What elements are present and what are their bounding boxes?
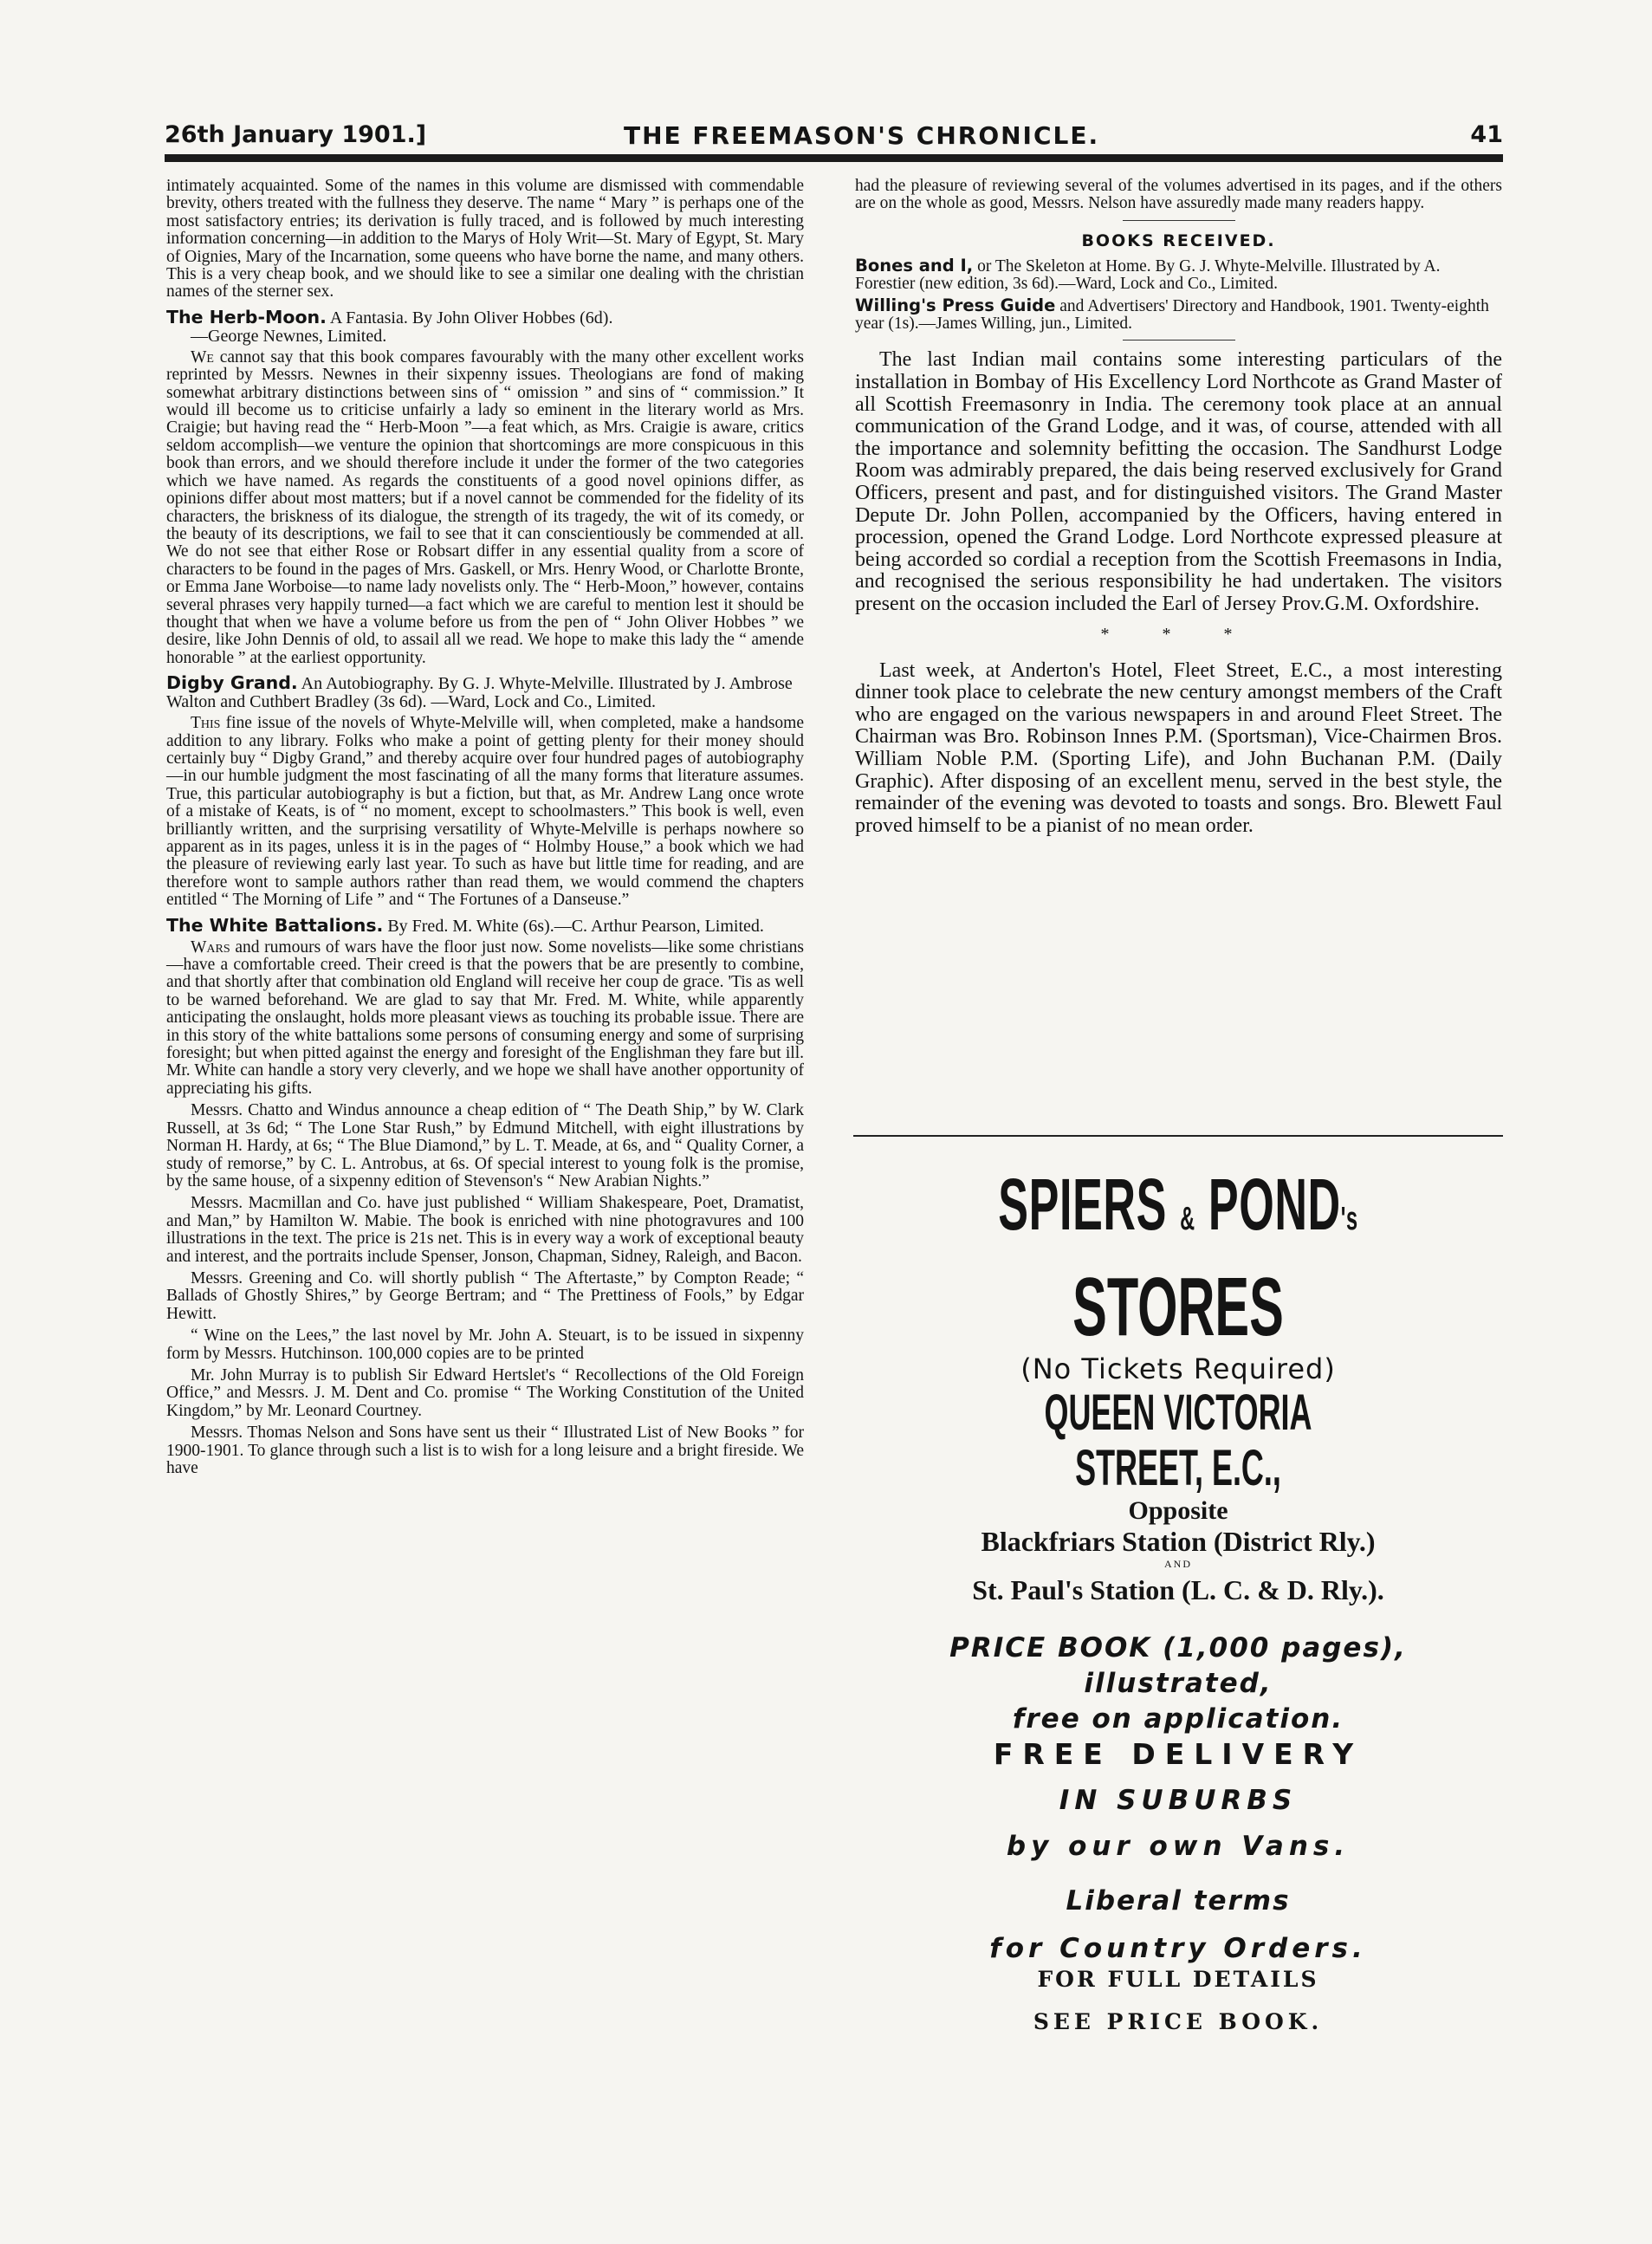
right-column bbox=[855, 178, 1502, 840]
news-greening: Messrs. Greening and Co. will shortly publish “ The Aftertaste,” by Compton Reade; “ Ballads of Ghostly Shires,” by George Bertram; and “ The Prettiness of Fools,” by Edgar Hewitt. bbox=[166, 1268, 804, 1323]
advert-full-details: FOR FULL DETAILS bbox=[1037, 1967, 1319, 1992]
intro-paragraph: intimately acquainted. Some of the names in this volume are dismissed with commendable brevity, others treated with the fullness they deserve. The name “ Mary ” is perhaps one of the most satisfactory entries; its derivation is fully traced, and is followed by much interesting information concerning—in addition to the Marys of Holy Writ—St. Mary of Egypt, St. Mary of Oignies, Mary of the Incarnation, some queens who have borne the name, and many others. This is a very cheap book, and we should like to see a similar one dealing with the christian names of the sterner sex. bbox=[166, 177, 804, 302]
advert-see-price-book: SEE PRICE BOOK. bbox=[1033, 2009, 1324, 2034]
advert-tickets: (No Tickets Required) bbox=[1020, 1352, 1336, 1385]
review-publisher: —George Newnes, Limited. bbox=[191, 326, 387, 346]
freemasonry-news bbox=[855, 349, 1502, 837]
lead-word: Wars bbox=[191, 937, 230, 957]
masthead-rule bbox=[165, 154, 1503, 162]
brand-ampersand: & bbox=[1180, 1201, 1195, 1237]
news-anderton-dinner: Last week, at Anderton's Hotel, Fleet Street, E.C., a most interesting dinner took place to celebrate the new century amongst members of the Craft who are engaged on the various newspapers in and around Fleet Street. The Chairman was Bro. Robinson Innes P.M. (Sportsman), Vice-Chairmen Bros. William Noble P.M. (Sporting Life), and John Buchanan P.M. (Daily Graphic). After disposing of an excellent menu, served in the best style, the remainder of the evening was devoted to toasts and songs. Bro. Blewett Faul proved himself to be a pianist of no mean order. bbox=[855, 658, 1502, 837]
advert-vans: by our own Vans. bbox=[1006, 1831, 1351, 1862]
review-body bbox=[166, 939, 804, 1099]
advert-suburbs: IN SUBURBS bbox=[1059, 1785, 1298, 1816]
brand-spiers: SPIERS bbox=[998, 1164, 1168, 1245]
received-details: and Advertisers' Directory and Handbook, 1901. Twenty-eighth year (1s).—James Willing, jun., Limited. bbox=[855, 296, 1489, 334]
advert-illustrated: illustrated, bbox=[1084, 1668, 1273, 1699]
news-murray: Mr. John Murray is to publish Sir Edward Hertslet's “ Recollections of the Old Foreign Office,” and Messrs. J. M. Dent and Co. promise “ The Working Constitution of the United Kingdom,” by Mr. Leonard Courtney. bbox=[166, 1365, 804, 1420]
advert-station-st-pauls: St. Paul's Station (L. C. & D. Rly.). bbox=[972, 1574, 1384, 1605]
lead-word: This bbox=[191, 714, 221, 733]
review-title: The White Battalions. bbox=[166, 914, 384, 936]
advert-price-book: PRICE BOOK (1,000 pages), bbox=[949, 1632, 1407, 1664]
advert-opposite: Opposite bbox=[1128, 1496, 1228, 1525]
brand-possessive: 's bbox=[1340, 1201, 1358, 1237]
lead-word: We bbox=[191, 347, 214, 366]
review-body bbox=[166, 715, 804, 909]
received-item bbox=[855, 257, 1502, 294]
continued-paragraph: had the pleasure of reviewing several of the volumes advertised in its pages, and if the others are on the whole as good, Messrs. Nelson have assuredly made many readers happy. bbox=[855, 177, 1502, 213]
review-subtitle: A Fantasia. By John Oliver Hobbes (6d). bbox=[329, 308, 613, 328]
review-subtitle: An Autobiography. By G. J. Whyte-Melville. Illustrated by J. Ambrose Walton and Cuthbert Bradley (3s 6d). —Ward, Lock and Co., Limited. bbox=[166, 674, 793, 712]
publication-title: THE FREEMASON'S CHRONICLE. bbox=[624, 121, 1100, 150]
advert-liberal-terms: Liberal terms bbox=[1066, 1885, 1291, 1916]
news-nelson: Messrs. Thomas Nelson and Sons have sent us their “ Illustrated List of New Books ” for 1900-1901. To glance through such a list is to wish for a long leisure and a bright fireside. We have bbox=[166, 1424, 804, 1477]
page-number: 41 bbox=[1470, 121, 1503, 148]
advert-brand bbox=[977, 1161, 1380, 1262]
received-title: Bones and I, bbox=[855, 255, 974, 276]
advert-free-delivery: FREE DELIVERY bbox=[993, 1737, 1364, 1771]
news-chatto: Messrs. Chatto and Windus announce a cheap edition of “ The Death Ship,” by W. Clark Russell, at 3s 6d; “ The Lone Star Rush,” by Edmund Mitchell, with eight illustrations by Norman H. Hardy, at 6s; “ The Blue Diamond,” by L. T. Meade, at 6s, and “ Quality Corner, a study of remorse,” by C. L. Antrobus, at 6s. Of special interest to young folk is the promise, by the same house, of a sixpenny edition of Stevenson's “ New Arabian Nights.” bbox=[166, 1101, 804, 1190]
advert-station-blackfriars: Blackfriars Station (District Rly.) bbox=[981, 1526, 1376, 1557]
news-macmillan: Messrs. Macmillan and Co. have just published “ William Shakespeare, Poet, Dramatist, and Man,” by Hamilton W. Mabie. The book is enriched with nine photogravures and 100 illustrations in the text. The price is 21s net. This is in every way a work of exceptional beauty and interest, and the portraits include Spenser, Jonson, Chapman, Sidney, Raleigh, and Bacon. bbox=[166, 1194, 804, 1266]
divider bbox=[1123, 220, 1235, 221]
received-item bbox=[855, 297, 1502, 334]
advert-stores: STORES bbox=[1072, 1261, 1284, 1353]
body-text: and rumours of wars have the floor just now. Some novelists—like some christians—have a comfortable creed. Their creed is that the powers that be are presently to combine, and that shortly after that combination old England will receive her coup de grace. 'Tis as well to be warned beforehand. We are glad to say that Mr. Fred. M. White, while apparently anticipating the onslaught, holds more pleasant views as touching its probable issue. There are in this story of the white battalions some persons of consuming energy and some of surprising foresight; but when pitted against the energy and foresight of the Englishman they fare but ill. Mr. White can handle a story very cleverly, and we hope we shall have another opportunity of appreciating his gifts. bbox=[166, 937, 804, 1098]
advert-street: QUEEN VICTORIA STREET, E.C., bbox=[1044, 1385, 1312, 1496]
advert-and: AND bbox=[1164, 1558, 1192, 1570]
books-received-heading: BOOKS RECEIVED. bbox=[1081, 230, 1276, 250]
left-column bbox=[166, 178, 804, 1482]
received-title: Willing's Press Guide bbox=[855, 295, 1056, 315]
issue-date: 26th January 1901.] bbox=[165, 121, 427, 148]
review-white-battalions bbox=[166, 914, 804, 936]
review-herb-moon bbox=[166, 308, 804, 346]
masthead bbox=[165, 121, 1503, 156]
advert-country-orders: for Country Orders. bbox=[989, 1933, 1367, 1964]
spiers-pond-advert bbox=[853, 1161, 1503, 2034]
review-title: The Herb-Moon. bbox=[166, 306, 327, 328]
news-wine-on-the-lees: “ Wine on the Lees,” the last novel by Mr. John A. Steuart, is to be issued in sixpenny form by Messrs. Hutchinson. 100,000 copies are to be printed bbox=[166, 1326, 804, 1363]
review-body bbox=[166, 349, 804, 667]
received-details: or The Skeleton at Home. By G. J. Whyte-Melville. Illustrated by A. Forestier (new edition, 3s 6d).—Ward, Lock and Co., Limited. bbox=[855, 256, 1441, 294]
news-indian-mail: The last Indian mail contains some interesting particulars of the installation in Bombay of His Excellency Lord Northcote as Grand Master of all Scottish Freemasonry in India. The ceremony took place at an annual communication of the Grand Lodge, and it was, of course, attended with all the importance and solemnity befitting the occasion. The Sandhurst Lodge Room was admirably prepared, the dais being reserved exclusively for Grand Officers, present and past, and for distinguished visitors. The Grand Master Depute Dr. John Pollen, accompanied by the Officers, having entered in procession, opened the Grand Lodge. Lord Northcote expressed pleasure at being accorded so cordial a reception from the Scottish Freemasons in India, and recognised the serious responsibility he had undertaken. The visitors present on the occasion included the Earl of Jersey Prov.G.M. Oxfordshire. bbox=[855, 348, 1502, 615]
section-stars: * * * bbox=[1100, 624, 1257, 644]
review-title: Digby Grand. bbox=[166, 672, 298, 694]
advert-free-application: free on application. bbox=[1012, 1703, 1344, 1735]
review-subtitle: By Fred. M. White (6s).—C. Arthur Pearson, Limited. bbox=[387, 916, 764, 936]
body-text: fine issue of the novels of Whyte-Melville will, when completed, make a handsome addition to any library. Folks who make a point of getting plenty for their money should certainly buy “ Digby Grand,” and thereby acquire over four hundred pages of autobiography—in our humble judgment the most fascinating of all the many forms that literature assumes. True, this particular autobiography is but a fiction, but that, as Mr. Andrew Lang once wrote of a mistake of Keats, is of “ no moment, except to schoolmasters.” This book is well, even brilliantly written, and the surprising versatility of Whyte-Melville is perhaps nowhere so apparent as in its pages, unless it is in the pages of “ Holmby House,” a book which we had the pleasure of reviewing early last year. To such as have but little time for reading, and are therefore wont to sample authors rather than read them, we would commend the chapters entitled “ The Morning of Life ” and “ The Fortunes of a Danseuse.” bbox=[166, 714, 805, 910]
review-digby-grand bbox=[166, 674, 804, 711]
body-text: cannot say that this book compares favourably with the many other excellent works reprinted by Messrs. Newnes in their sixpenny issues. Theologians are fond of making somewhat arbitrary distinctions between sins of “ omission ” and sins of “ commission.” It would ill become us to criticise unfairly a lady so eminent in the literary world as Mrs. Craigie; but having read the “ Herb-Moon ”—a feat which, as Mrs. Craigie is aware, critics seldom accomplish—we venture the opinion that shortcomings are more conspicuous in this book than errors, and we should therefore include it under the former of the two categories which we have named. As regards the constituents of a good novel opinions differ, as opinions differ about most matters; but if a novel cannot be commended for the fidelity of its characters, the briskness of its dialogue, the strength of its tragedy, the wit of its comedy, or the beauty of its descriptions, we fail to see that it can conscientiously be commended at all. We do not see that either Rose or Robsart differ in any essential quality from a score of characters to be found in the pages of Mrs. Gaskell, or Mrs. Henry Wood, or Charlotte Bronte, or Emma Jane Worboise—to name lady novelists only. The “ Herb-Moon,” however, contains several phrases very happily turned—a fact which we are careful to mention lest it should be thought that when we have a volume before us from the pen of “ John Oliver Hobbes ” we desire, like John Dennis of old, to assail all we read. We hope to make this lady the “ amende honorable ” at the earliest opportunity. bbox=[166, 347, 804, 667]
advert-rule bbox=[853, 1135, 1503, 1137]
brand-pond: POND bbox=[1208, 1164, 1341, 1245]
